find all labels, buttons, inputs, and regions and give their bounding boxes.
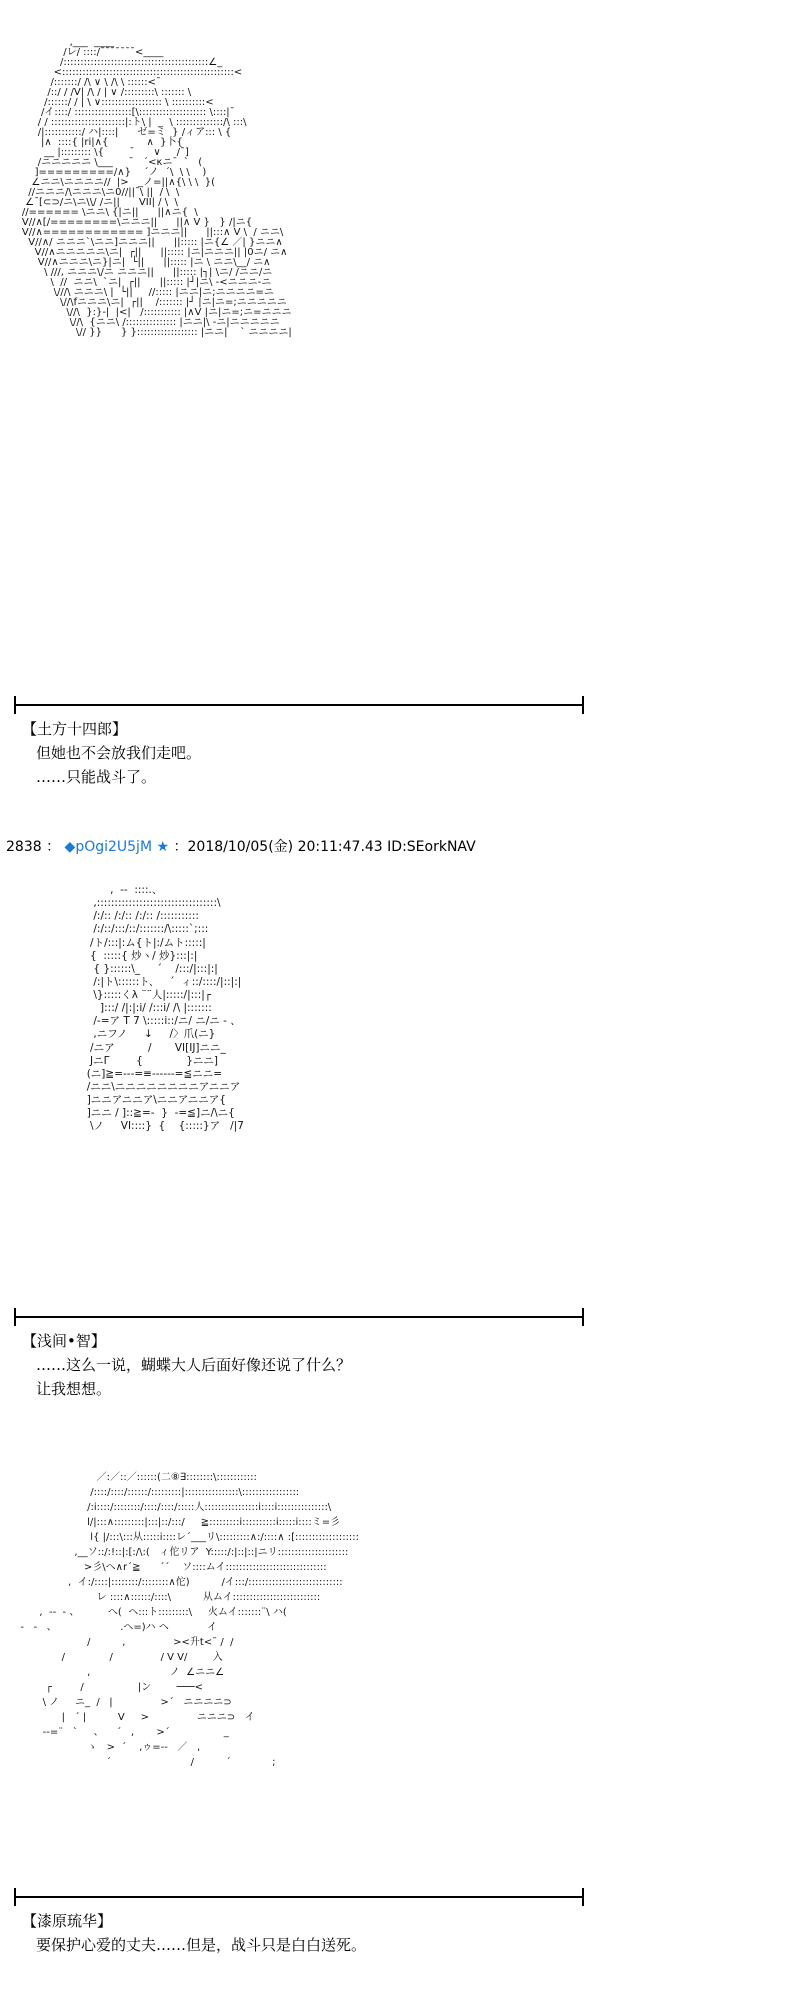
post-trip-code[interactable]: ◆pOgi2U5jM <box>64 839 153 855</box>
divider-1 <box>14 704 584 706</box>
speaker-name: 【漆原琉华】 <box>22 1912 113 1930</box>
ascii-art-scene-1: ,___ ____ /レ/ ::::/¯¯¯¯¯¯¯<____ /:::::::::::::::::::::::::::::::::::::::::::∠_ <:::::::::::::::::::::::::::::::::::::::::::::::::::< /:::::::/ /\ ∨ \ /\ \ ::::::<¯ /::/ / /V| /\ / | ∨ /:::::::::\ ::::::: \ /::::::/ / | \ ∨:::::::::::::::::: \ ::::::::::< /イ::::/ :::::::::::::::::[\:::::::::::::::::::: \::::|¯ / / ::::::::::::::::::::::|:ト\ | _ \ ::::::::::::::/\ :::\ /|:::::::::::/ ハ|::::| ゼ=ミ } /ィア::: \ { |∧ ::::{ |ri|∧{ ∧ }卜{ __ |::::::::: \{ ¯ ∨ /¯] /ニニニニニ \___ ¯ ´<κニ¯ ` ( ]=========/∧} ´ノ ´\ \ \ ) ∠ニニ\ニニニニ// |> _ノ=||∧{\ \ \ }( //ニニニ/\ニニニ\ニ0//||¯\ || / \ \ ∠¯[⊂⊃/ニ\ニ\\/ /ニ|| VII| / \ \ //====== \ニニ\ {|ニ|| ||∧ニ{ \ V//∧[/========\ニニニ|| ||∧ V } } /|ニ{ V//∧============ ]ニニニ|| ||:::∧ V \ / ニニ\ V//∧/ ニニニ`\ニニ]ニニニ|| ||::::: |ニ{∠ ／| }ニニ∧ V//∧ニニニニニ\ニ| ┌|| ||::::: |ニ|ニニニ|| |0ニ/ ニ∧ V//∧ニニニ\ニ}|ニ| └|| ||::::: |ニ \ ニニ\__/ ニ∧ \ ///, ニニニ\/ニ ニニニ|| ||::::: |┐| \ニ/ /ニニ/ニ \ // ニニ\ `ニ| ┌|| ||::::: |┘|ニ\ -<ニニニ-ニ \///\ ニニニ\ | └|| //::::: |ニニ|ニ;ニニニニ=ニ \//\fニニニ\ニ| ┌|| /::::::: |┘ |ニ|ニ=;ニニニニニ \//\ }:}-| |<| /::::::::::: |∧V |ニ|ニ=;ニ=ニニニ \//\ {ニニ\ /::::::::::::::: |ニニ|\ -ニ|ニニニニニ \// }} } }:::::::::::::::::: |ニニ| ` ニニニニ| <box>21 37 292 338</box>
star-icon: ★ <box>156 839 170 855</box>
speaker-name: 【土方十四郎】 <box>22 720 128 738</box>
divider-tick-left <box>14 1308 16 1326</box>
divider-tick-right <box>582 696 584 714</box>
dialogue-line: 要保护心爱的丈夫……但是，战斗只是白白送死。 <box>36 1936 367 1954</box>
post-header <box>6 836 476 856</box>
post-datetime-id: ：2018/10/05(金) 20:11:47.43 ID:SEorkNAV <box>173 839 476 855</box>
post-number[interactable]: 2838 <box>6 839 42 855</box>
divider-tick-right <box>582 1308 584 1326</box>
dialogue-line: 让我想想。 <box>36 1380 112 1398</box>
divider-tick-left <box>14 1888 16 1906</box>
ascii-art-scene-2: , -- ::::.、 ,::::::::::::::::::::::::::::::::::\ /:/:: /:/:: /:/:: /::::::::::: /:/::/:::/::/:::::::/\:::::`;::: /ト/:::|:ム{ト|:/ムト:::::| { :::::{ 炒ヽ/ 炒}:::|:| { }::::::\_ ´ /:::/|:::|:| /:|ト\::::::ト、 ´ ィ::/::::/|::|:| \}:::::くλ ¨¨人|:::::/|:::|┌ ]:::/ /|:|:i/ /:::i/ /\ |::::::: /-=ア T 7 \:::::i::/ニ/ ニ/ニ - 、 ,ニフノ ↓ /〉爪(ニ} /ニア / VI[IJ]ニニ_ JニΓ { }ニニ] (ニ]≧=---=≡------=≦ニニ= /ニニ\ニニニニニニニニアニニア ]ニニアニニア\ニニアニニア{ ]ニニ / ]::≧=- } -=≦]ニ/\ニ{ \ノ VI::::} { {:::::}ア /|7 <box>86 884 244 1133</box>
divider-tick-left <box>14 696 16 714</box>
dialogue-line: ……只能战斗了。 <box>36 768 157 786</box>
ascii-art-scene-3: ／:／::／::::::(二⑧∃::::::::\:::::::::::: /::::/::::/::::::/:::::::::|::::::::::::::::\::::::::::::::::: /:i::::/::::::::/::::/::::/:::::人::::::::::::::::i::::i:::::::::::::::\ l/|:::∧:::::::::|:::|::/:::/ ≧:::::::::i::::::::::i:::::i::::ミ=彡 l{ |/:::\:::从:::::i::::レ´___リ\:::::::::∧:/::::∧ :[::::::::::::::::::: ,__ソ::/:!::|:[:/\:( ィ佗リア Y:::::/:|::|::|ニリ::::::::::::::::::::: >彡\へ∧r´≧ ´´ ソ::::ムイ:::::::::::::::::::::::::::::: , イ:/::::|::::::::/::::::::∧佗) /イ:::/:::::::::::::::::::::::::::: レ ::::∧::::::/::::\ 从ムイ:::::::::::::::::::::::::: , -- - 、 へ( ヘ:::ト:::::::::\ 火ムイ:::::::¨\ ハ( - - 、 .へ=)ハ ヘ イ / , ><升t<¯ / / / / / V V/ 入 , ノ ∠ニニ∠ ┌ / |ン ───< \ ノ ニ_ / | >´ ニニニニ⊃ | ´ | V > ニニニ⊃ イ --=¨ ` 、 ´ , >´ _ ゝ > ´ ,ゥ=-- ／ , ´ / ´ ; <box>20 1472 360 1768</box>
dialogue-line: 但她也不会放我们走吧。 <box>36 744 202 762</box>
divider-3 <box>14 1896 584 1898</box>
divider-tick-right <box>582 1888 584 1906</box>
dialogue-line: ……这么一说，蝴蝶大人后面好像还说了什么？ <box>36 1356 352 1374</box>
speaker-name: 【浅间•智】 <box>22 1332 106 1350</box>
divider-2 <box>14 1316 584 1318</box>
post-number-separator: ： <box>46 839 61 855</box>
